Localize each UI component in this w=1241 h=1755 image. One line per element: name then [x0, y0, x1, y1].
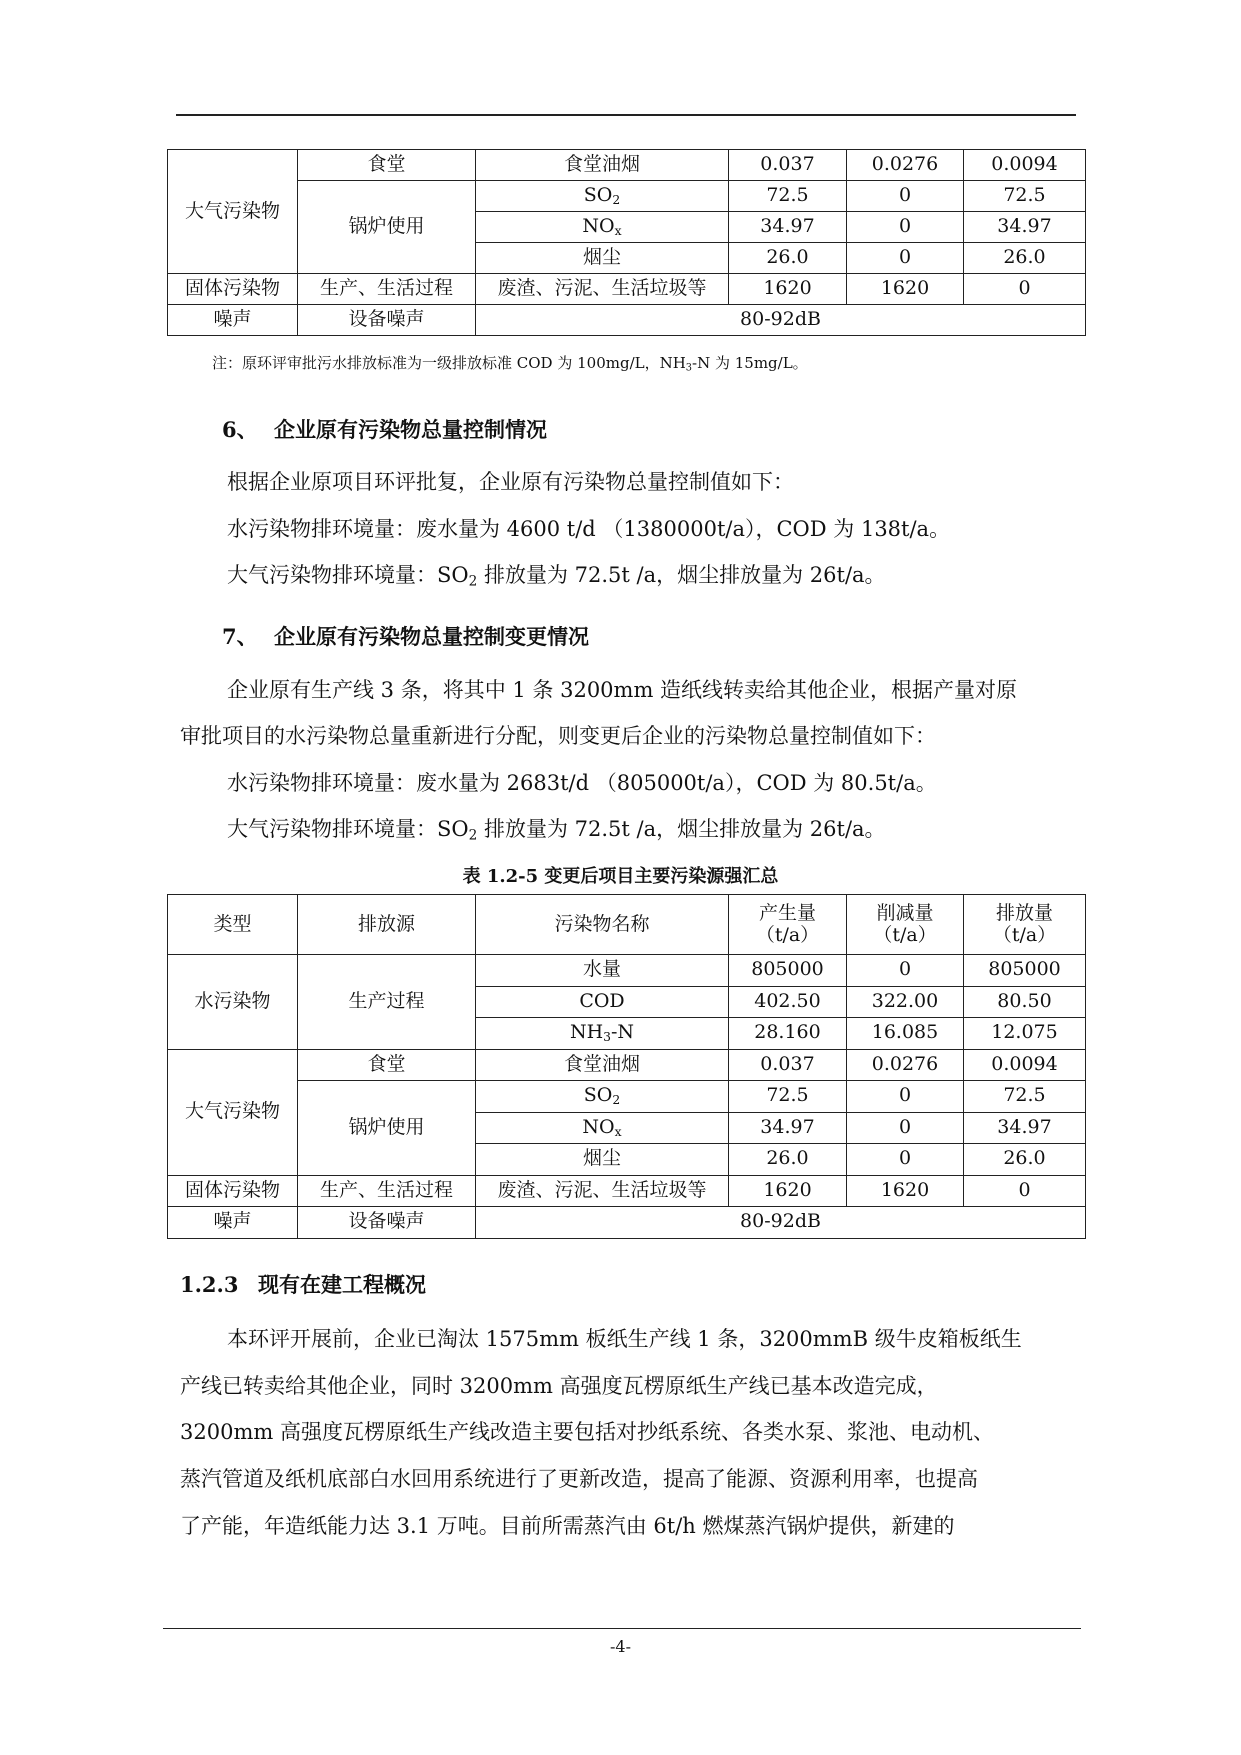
cell-emitted: 72.5: [964, 1081, 1086, 1113]
cell-reduced: 1620: [847, 1175, 964, 1207]
cell-reduced: 16.085: [847, 1018, 964, 1050]
footer-rule: [163, 1628, 1081, 1629]
section-number: 6、: [222, 417, 258, 442]
pollutant-main: SO: [583, 1084, 613, 1107]
cell-source: 设备噪声: [298, 1207, 476, 1239]
text-pre: 大气污染物排环境量：SO: [227, 817, 469, 841]
cell-pollutant: 食堂油烟: [476, 1049, 729, 1081]
paragraph: [227, 813, 886, 843]
cell-reduced: 0: [847, 1081, 964, 1113]
cell-emitted: 34.97: [964, 212, 1086, 243]
cell-reduced: 0: [847, 1112, 964, 1144]
cell-source: 生产、生活过程: [298, 1175, 476, 1207]
cell-emitted: 0: [964, 1175, 1086, 1207]
header-unit: （t/a）: [873, 923, 937, 946]
cell-generated: 0.037: [729, 150, 847, 181]
header-generated: [729, 895, 847, 955]
table-row: [168, 274, 1086, 305]
pollutant-main: NH: [569, 1021, 604, 1044]
paragraph: 审批项目的水污染物总量重新进行分配，则变更后企业的污染物总量控制值如下：: [180, 724, 936, 748]
cell-generated: 1620: [729, 1175, 847, 1207]
text-pre: 大气污染物排环境量：SO: [227, 563, 469, 587]
cell-type: 水污染物: [168, 955, 298, 1050]
pollutant-main: SO: [583, 183, 613, 206]
cell-reduced: 0: [847, 1144, 964, 1176]
header-emitted: [964, 895, 1086, 955]
cell-type: 噪声: [168, 1207, 298, 1239]
cell-emitted: 80.50: [964, 986, 1086, 1018]
table-row: [168, 181, 1086, 212]
pollutant-main: NO: [582, 1115, 615, 1138]
cell-pollutant: [476, 1081, 729, 1113]
cell-emitted: 26.0: [964, 1144, 1086, 1176]
cell-generated: 34.97: [729, 1112, 847, 1144]
cell-emitted: 26.0: [964, 243, 1086, 274]
cell-source: 食堂: [298, 1049, 476, 1081]
header-reduced: [847, 895, 964, 955]
header-type: 类型: [168, 895, 298, 955]
cell-source: 设备噪声: [298, 305, 476, 336]
pollution-table-changed: [167, 894, 1086, 1239]
text-sub: 2: [468, 573, 478, 590]
section-title: 企业原有污染物总量控制变更情况: [274, 624, 589, 649]
table-row: [168, 955, 1086, 987]
header-line: 产生量: [758, 901, 816, 924]
cell-emitted: 0.0094: [964, 150, 1086, 181]
cell-generated: 34.97: [729, 212, 847, 243]
cell-generated: 72.5: [729, 1081, 847, 1113]
cell-source: 锅炉使用: [298, 1081, 476, 1176]
paragraph-line: 了产能，年造纸能力达 3.1 万吨。目前所需蒸汽由 6t/h 燃煤蒸汽锅炉提供，新建的: [180, 1514, 955, 1538]
paragraph: [227, 559, 886, 589]
header-rule: [176, 114, 1076, 116]
paragraph-line: 蒸汽管道及纸机底部白水回用系统进行了更新改造，提高了能源、资源利用率，也提高: [180, 1467, 978, 1491]
cell-emitted: 34.97: [964, 1112, 1086, 1144]
cell-generated: 26.0: [729, 1144, 847, 1176]
cell-emitted: 0: [964, 274, 1086, 305]
paragraph: 水污染物排环境量：废水量为 2683t/d （805000t/a），COD 为 80.5t/a。: [227, 771, 937, 795]
cell-source: 锅炉使用: [298, 181, 476, 274]
cell-emitted: 72.5: [964, 181, 1086, 212]
cell-reduced: 0.0276: [847, 150, 964, 181]
cell-source: 食堂: [298, 150, 476, 181]
cell-type: 固体污染物: [168, 274, 298, 305]
pollutant-sub: 2: [612, 1093, 621, 1108]
cell-emitted: 805000: [964, 955, 1086, 987]
cell-reduced: 0: [847, 955, 964, 987]
section-title: 现有在建工程概况: [258, 1272, 426, 1297]
table-row: [168, 1175, 1086, 1207]
pollutant-main: NO: [582, 214, 615, 237]
cell-type: 固体污染物: [168, 1175, 298, 1207]
cell-pollutant: 废渣、污泥、生活垃圾等: [476, 1175, 729, 1207]
cell-generated: 805000: [729, 955, 847, 987]
cell-pollutant: COD: [476, 986, 729, 1018]
header-line: 削减量: [876, 901, 934, 924]
cell-generated: 402.50: [729, 986, 847, 1018]
text-post: 排放量为 72.5t /a，烟尘排放量为 26t/a。: [477, 563, 886, 587]
cell-pollutant: [476, 181, 729, 212]
pollutant-sub: 2: [612, 192, 621, 207]
cell-pollutant: [476, 212, 729, 243]
table-header-row: [168, 895, 1086, 955]
cell-generated: 28.160: [729, 1018, 847, 1050]
note-sub: 3: [685, 362, 693, 374]
header-pollutant: 污染物名称: [476, 895, 729, 955]
cell-reduced: 0: [847, 181, 964, 212]
table-row: [168, 305, 1086, 336]
header-unit: （t/a）: [992, 923, 1057, 946]
cell-pollutant: 水量: [476, 955, 729, 987]
cell-type: 大气污染物: [168, 150, 298, 274]
header-source: 排放源: [298, 895, 476, 955]
cell-generated: 72.5: [729, 181, 847, 212]
section-7-heading: [222, 621, 589, 651]
text-post: 排放量为 72.5t /a，烟尘排放量为 26t/a。: [477, 817, 886, 841]
section-title: 企业原有污染物总量控制情况: [274, 417, 547, 442]
section-number: 1.2.3: [180, 1272, 239, 1297]
paragraph-line: 3200mm 高强度瓦楞原纸生产线改造主要包括对抄纸系统、各类水泵、浆池、电动机、: [180, 1420, 994, 1444]
table-row: [168, 1207, 1086, 1239]
cell-emitted: 12.075: [964, 1018, 1086, 1050]
section-6-heading: [222, 414, 547, 444]
cell-generated: 1620: [729, 274, 847, 305]
pollutant-sub: x: [614, 223, 622, 238]
paragraph: 水污染物排环境量：废水量为 4600 t/d （1380000t/a），COD 为 138t/a。: [227, 517, 951, 541]
section-number: 7、: [222, 624, 258, 649]
pollution-table-original: [167, 149, 1086, 336]
cell-reduced: 322.00: [847, 986, 964, 1018]
header-unit: （t/a）: [755, 923, 820, 946]
cell-reduced: 0.0276: [847, 1049, 964, 1081]
header-line: 排放量: [995, 901, 1053, 924]
cell-pollutant: 废渣、污泥、生活垃圾等: [476, 274, 729, 305]
cell-generated: 26.0: [729, 243, 847, 274]
paragraph-line: 本环评开展前，企业已淘汰 1575mm 板纸生产线 1 条，3200mmB 级牛皮箱板纸生: [227, 1327, 1022, 1351]
cell-reduced: 0: [847, 243, 964, 274]
table-note: [212, 352, 808, 373]
pollutant-sub: 3: [603, 1030, 611, 1045]
table-row: [168, 1081, 1086, 1113]
cell-pollutant: [476, 1018, 729, 1050]
cell-type: 噪声: [168, 305, 298, 336]
note-pre: 注：原环评审批污水排放标准为一级排放标准 COD 为 100mg/L，NH: [212, 354, 686, 372]
cell-source: 生产、生活过程: [298, 274, 476, 305]
paragraph-line: 产线已转卖给其他企业，同时 3200mm 高强度瓦楞原纸生产线已基本改造完成，: [180, 1374, 938, 1398]
cell-emitted: 0.0094: [964, 1049, 1086, 1081]
cell-pollutant: 烟尘: [476, 243, 729, 274]
cell-noise-value: 80-92dB: [476, 305, 1086, 336]
table-caption: 表 1.2-5 变更后项目主要污染源强汇总: [462, 866, 779, 887]
note-post: -N 为 15mg/L。: [692, 354, 808, 372]
cell-source: 生产过程: [298, 955, 476, 1050]
table-row: [168, 1049, 1086, 1081]
text-sub: 2: [468, 827, 478, 844]
cell-generated: 0.037: [729, 1049, 847, 1081]
pollutant-sub: x: [614, 1124, 622, 1139]
cell-type: 大气污染物: [168, 1049, 298, 1175]
pollutant-post: -N: [611, 1021, 635, 1044]
cell-reduced: 1620: [847, 274, 964, 305]
cell-reduced: 0: [847, 212, 964, 243]
page-number: -4-: [610, 1637, 631, 1656]
table-row: [168, 150, 1086, 181]
paragraph: 企业原有生产线 3 条，将其中 1 条 3200mm 造纸线转卖给其他企业，根据产量对原: [227, 678, 1018, 702]
section-1-2-3-heading: [180, 1269, 426, 1299]
cell-pollutant: 食堂油烟: [476, 150, 729, 181]
cell-noise-value: 80-92dB: [476, 1207, 1086, 1239]
cell-pollutant: 烟尘: [476, 1144, 729, 1176]
paragraph: 根据企业原项目环评批复，企业原有污染物总量控制值如下：: [227, 470, 794, 494]
cell-pollutant: [476, 1112, 729, 1144]
